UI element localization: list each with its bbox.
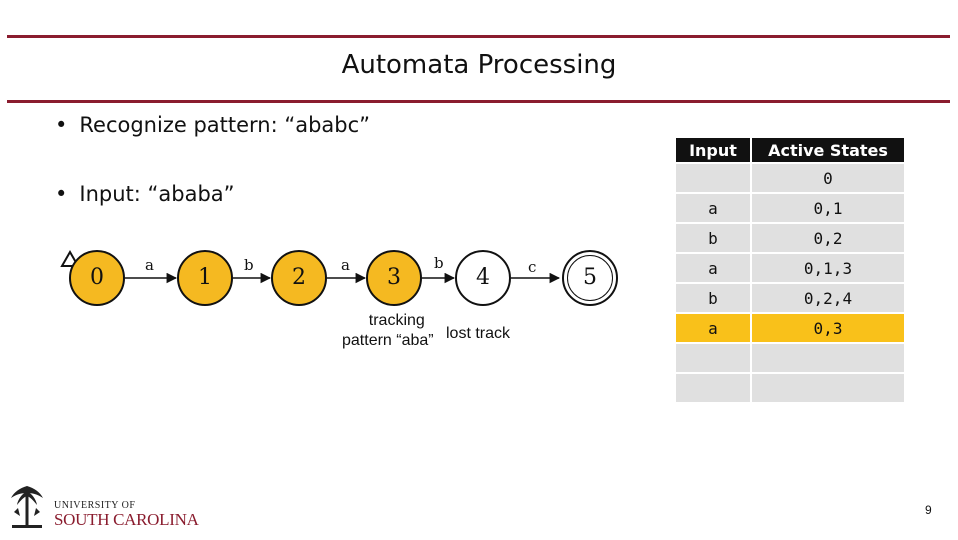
- cell-active-states: 0,1,3: [752, 254, 904, 282]
- page-title: Automata Processing: [341, 50, 617, 80]
- state-2: 2: [271, 250, 327, 306]
- bullet-pattern: [55, 113, 370, 137]
- cell-input: [676, 164, 750, 192]
- state-4: 4: [455, 250, 511, 306]
- state-5-accepting: 5: [562, 250, 618, 306]
- state-1: 1: [177, 250, 233, 306]
- palmetto-tree-icon: [8, 482, 46, 530]
- edge-label-c: c: [528, 258, 537, 276]
- edge-label-b: b: [244, 256, 254, 274]
- cell-input: a: [676, 314, 750, 342]
- logo-south-carolina: SOUTH CAROLINA: [54, 510, 199, 529]
- table-row: [676, 374, 904, 402]
- table-row: [676, 194, 904, 222]
- cell-input: b: [676, 284, 750, 312]
- cell-input: a: [676, 194, 750, 222]
- active-states-table: [674, 136, 906, 404]
- table-row: [676, 224, 904, 252]
- cell-active-states: [752, 344, 904, 372]
- edge-label-a: a: [341, 256, 350, 274]
- table-row: [676, 254, 904, 282]
- state-0: 0: [69, 250, 125, 306]
- state-3: 3: [366, 250, 422, 306]
- cell-active-states: 0,2: [752, 224, 904, 252]
- edge-label-b: b: [434, 254, 444, 272]
- bullet-marker: •: [55, 182, 68, 206]
- cell-active-states: 0,1: [752, 194, 904, 222]
- header-rule-bottom: [7, 100, 950, 103]
- column-header-active-states: Active States: [752, 138, 904, 162]
- university-logo: [8, 482, 208, 530]
- automaton-diagram: [0, 230, 640, 370]
- cell-active-states: 0: [752, 164, 904, 192]
- cell-active-states: 0,3: [752, 314, 904, 342]
- tracking-note-line2: pattern “aba”: [342, 332, 434, 349]
- cell-input: [676, 344, 750, 372]
- table-row-highlighted: [676, 314, 904, 342]
- table-row: [676, 164, 904, 192]
- bullet-input: [55, 182, 235, 206]
- header-rule-top: [7, 35, 950, 38]
- table-header-row: [676, 138, 904, 162]
- lost-track-note: lost track: [446, 325, 511, 342]
- cell-input: a: [676, 254, 750, 282]
- table-row: [676, 344, 904, 372]
- cell-active-states: 0,2,4: [752, 284, 904, 312]
- bullet-text: Input: “ababa”: [79, 182, 235, 206]
- cell-active-states: [752, 374, 904, 402]
- cell-input: b: [676, 224, 750, 252]
- column-header-input: Input: [676, 138, 750, 162]
- logo-university-of: UNIVERSITY OF: [54, 500, 136, 511]
- edge-label-a: a: [145, 256, 154, 274]
- tracking-note: [342, 311, 434, 351]
- cell-input: [676, 374, 750, 402]
- table-row: [676, 284, 904, 312]
- bullet-marker: •: [55, 113, 68, 137]
- tracking-note-line1: tracking: [368, 312, 425, 329]
- page-number: 9: [925, 503, 932, 517]
- bullet-text: Recognize pattern: “ababc”: [79, 113, 371, 137]
